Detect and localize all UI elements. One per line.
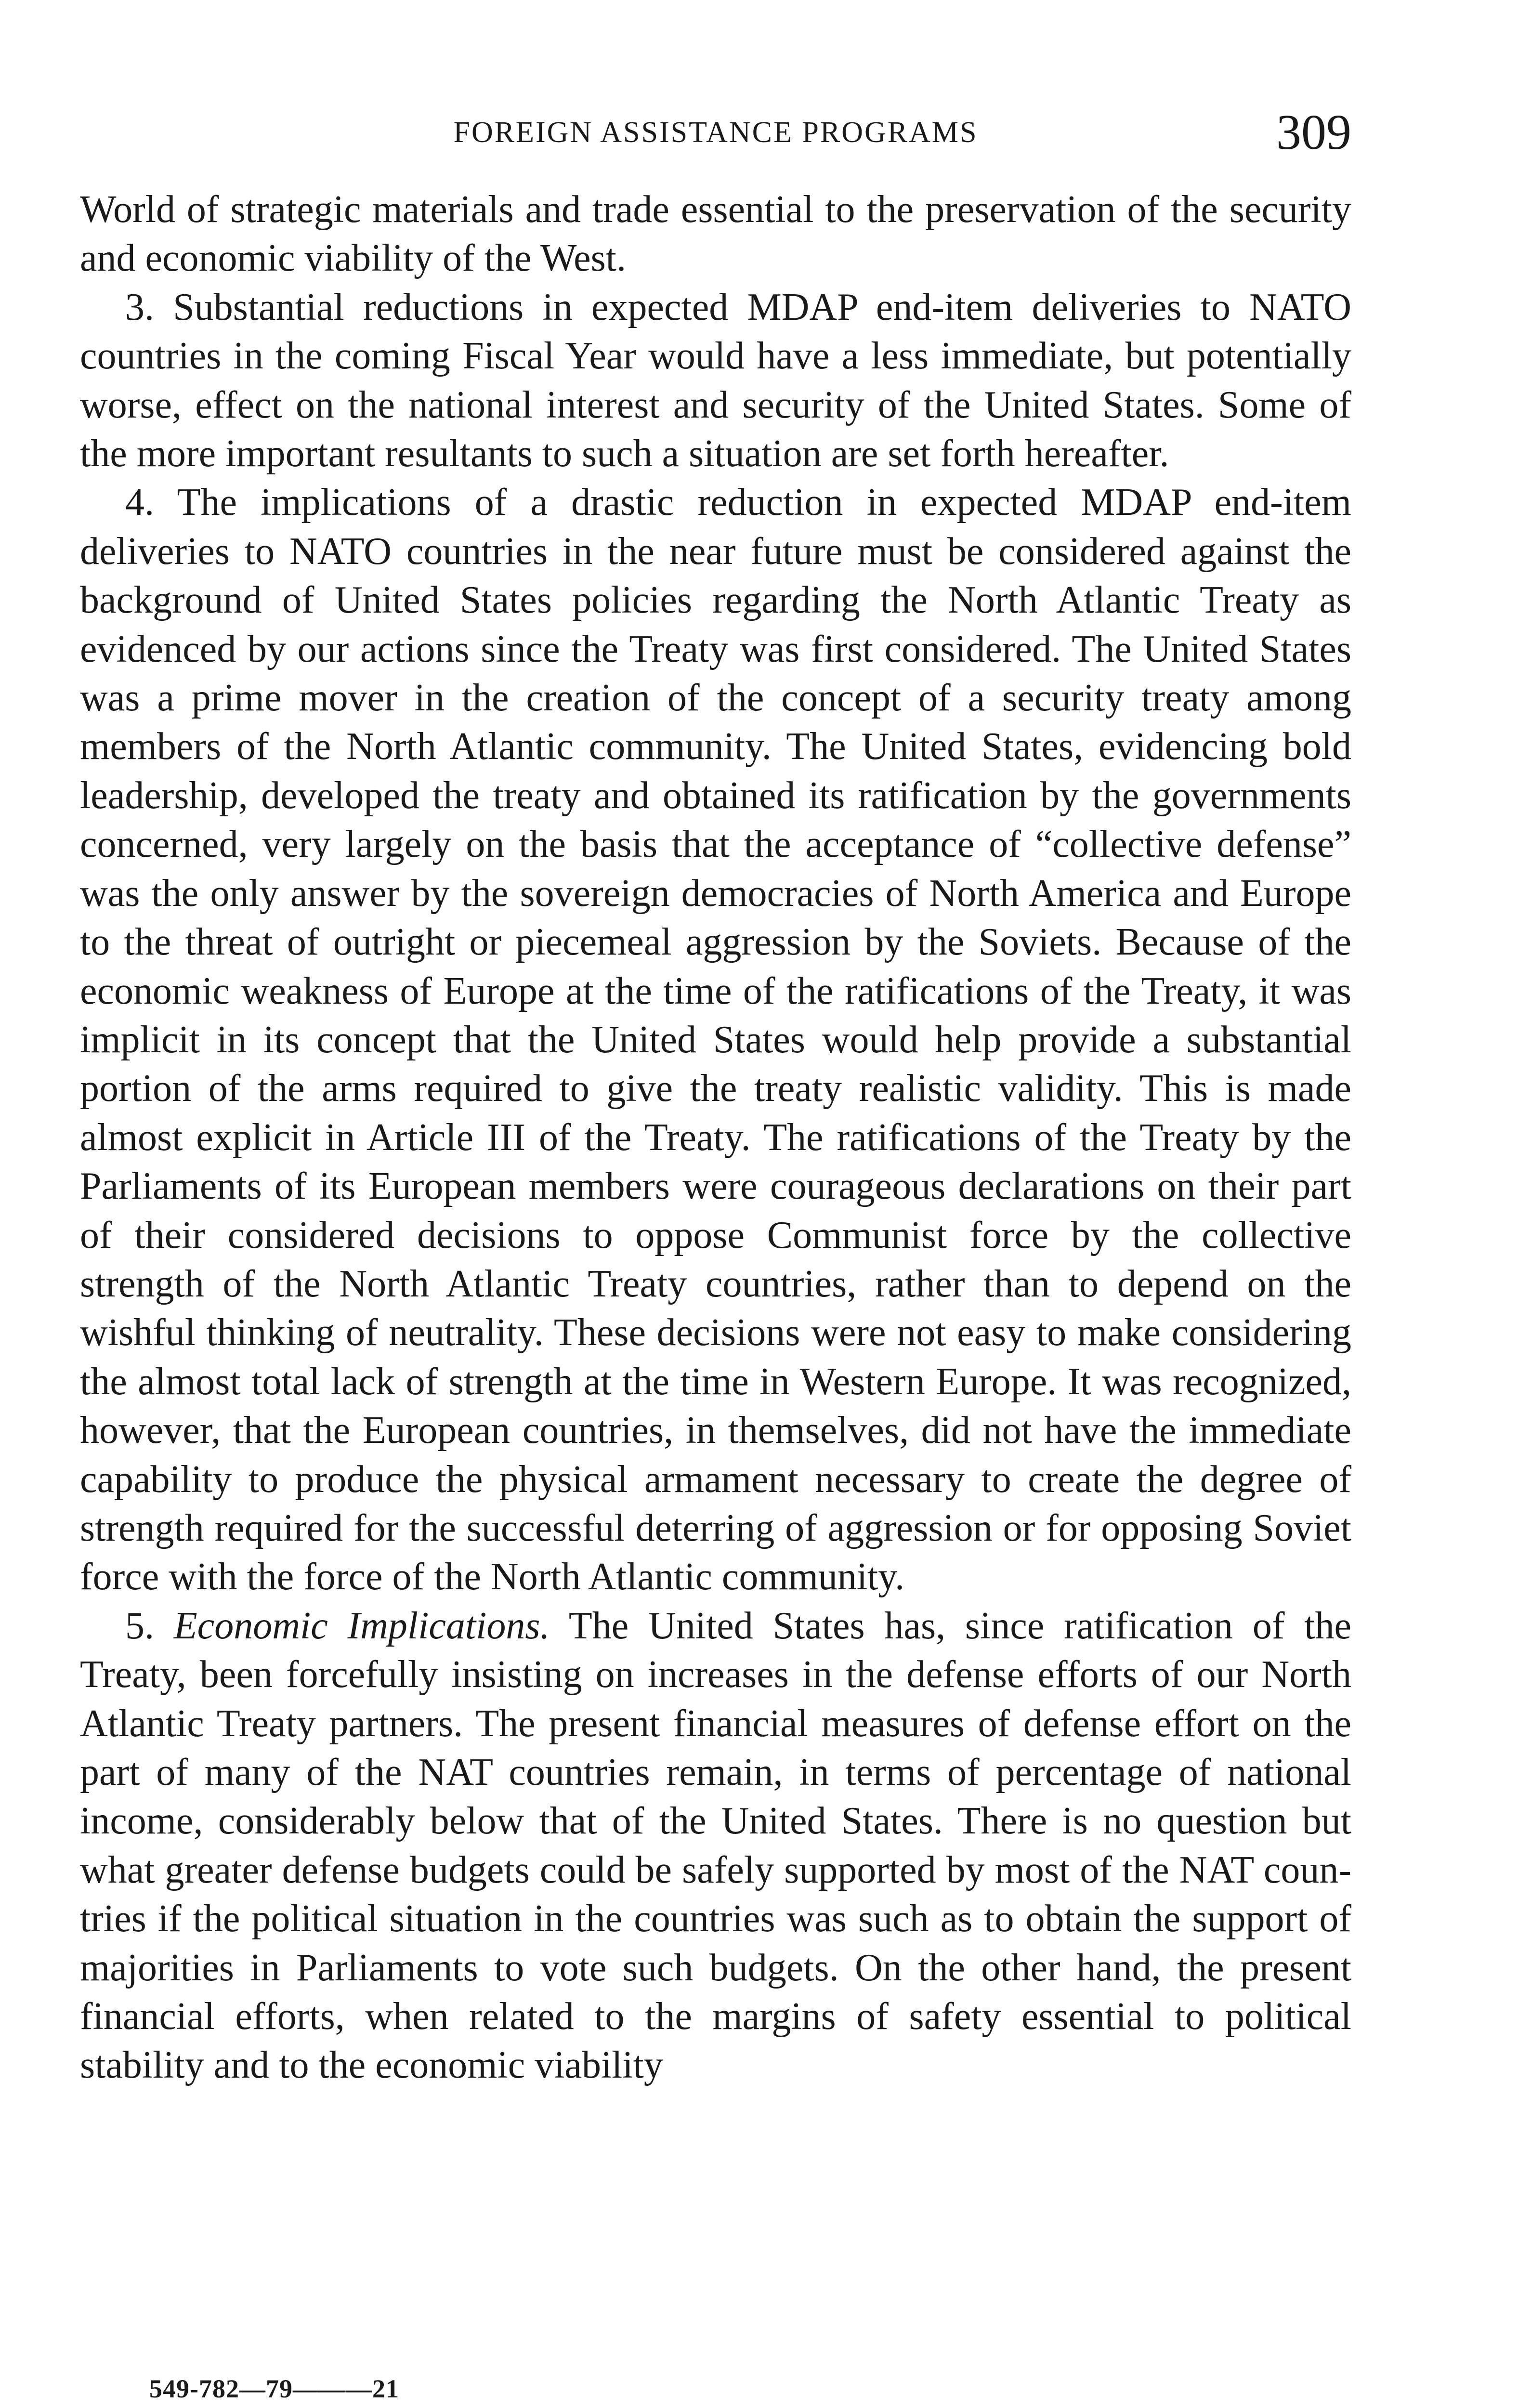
paragraph-5-text: The United States has, since ratification of the Treaty, been forcefully insisting on increases in the defense efforts of our North Atlantic Treaty partners. The present financial measures of defense effort on the part of many of the NAT countries remain, in terms of percentage of national income, considerably below that of the United States. There is no question but what greater defense budgets could be safely supported by most of the NAT countries if the political situation in the countries was such as to obtain the support of majorities in Parliaments to vote such budgets. On the other hand, the present financial efforts, when related to the margins of safety essential to political stability and to the economic viability xyxy=(80,1604,1352,2087)
page-number: 309 xyxy=(1276,105,1351,160)
paragraph-3: 3. Substantial reductions in expected MDAP end-item deliveries to NATO countries in the coming Fiscal Year would have a less immediate, but potentially worse, effect on the national interest and security of the United States. Some of the more important resultants to such a situation are set forth hereafter. xyxy=(80,286,1351,475)
paragraph-4: 4. The implications of a drastic reduction in expected MDAP end-item deliveries to NATO countries in the near future must be considered against the background of United States policies regarding the North Atlantic Treaty as evidenced by our actions since the Treaty was first considered. The United States was a prime mover in the creation of the concept of a security treaty among members of the North Atlantic community. The United States, evidencing bold leadership, developed the treaty and obtained its ratification by the governments concerned, very largely on the basis that the acceptance of “collective defense” was the only answer by the sovereign democracies of North America and Europe to the threat of outright or piecemeal aggression by the Soviets. Because of the economic weakness of Europe at the time of the ratifications of the Treaty, it was implicit in its concept that the United States would help provide a substantial portion of the arms required to give the treaty realistic validity. This is made almost explicit in Article III of the Treaty. The ratifications of the Treaty by the Parliaments of its European members were courageous declarations on their part of their considered decisions to oppose Communist force by the collective strength of the North Atlantic Treaty countries, rather than to depend on the wishful thinking of neutrality. These decisions were not easy to make considering the almost total lack of strength at the time in Western Europe. It was recognized, however, that the European countries, in themselves, did not have the immediate capability to produce the physical armament necessary to create the degree of strength required for the successful deterring of aggression or for opposing Soviet force with the force of the North Atlantic community. xyxy=(80,481,1351,1598)
body-text xyxy=(80,185,1351,2090)
running-title: FOREIGN ASSISTANCE PROGRAMS xyxy=(453,116,978,149)
printer-signature: 549-782—79———21 xyxy=(149,2374,399,2403)
running-head xyxy=(80,101,1351,164)
paragraph-5-heading: Economic Implications. xyxy=(173,1604,550,1647)
paragraph-5-number: 5. xyxy=(125,1604,154,1647)
paragraph-continued: World of strategic materials and trade essential to the preservation of the security and economic viability of the West. xyxy=(80,188,1351,280)
paragraph-5 xyxy=(80,1602,1351,2090)
